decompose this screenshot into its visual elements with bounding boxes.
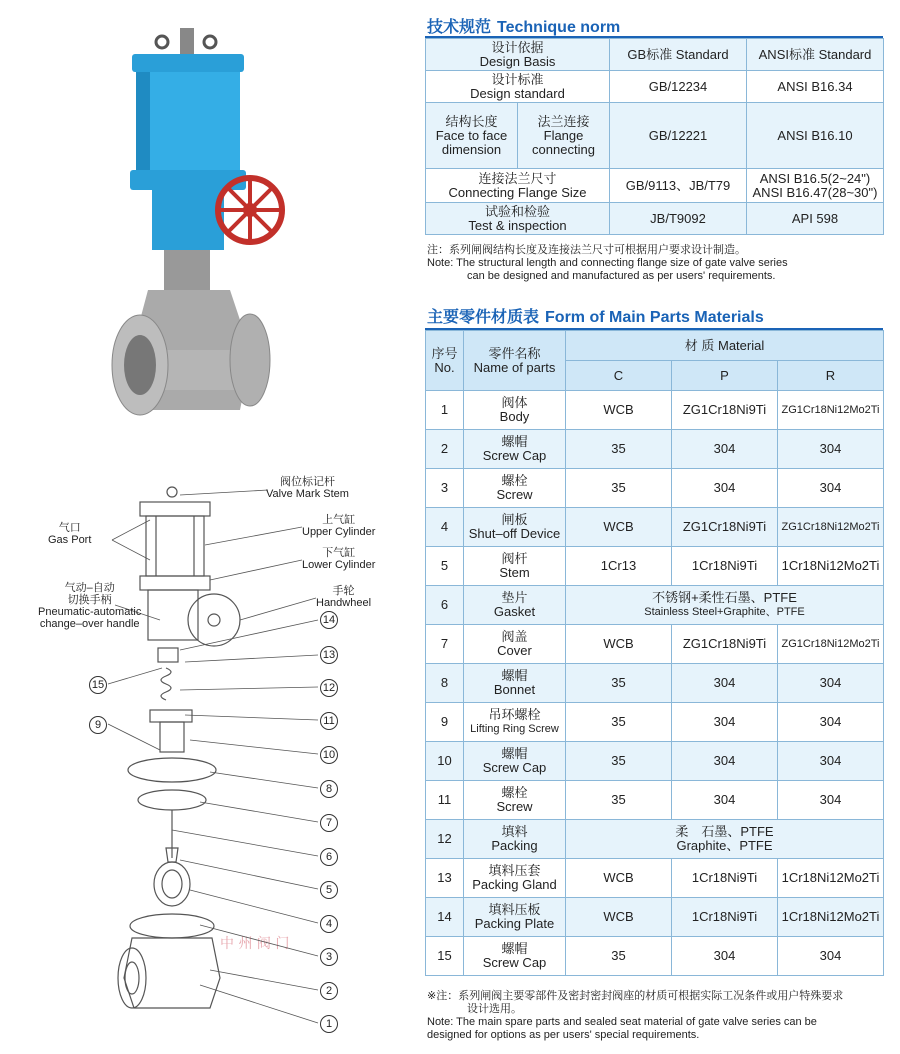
- callout-12: 12: [320, 679, 338, 697]
- row-material-merged: 柔 石墨、PTFE Graphite、PTFE: [566, 820, 884, 859]
- row-material-c: 35: [566, 742, 672, 781]
- row-material-r: ZG1Cr18Ni12Mo2Ti: [778, 508, 884, 547]
- row-part-name: 螺帽 Screw Cap: [464, 430, 566, 469]
- row-no: 13: [426, 859, 464, 898]
- row-no: 4: [426, 508, 464, 547]
- row-no: 14: [426, 898, 464, 937]
- row-no: 6: [426, 586, 464, 625]
- row-material-c: 35: [566, 781, 672, 820]
- td-flange-size: 连接法兰尺寸 Connecting Flange Size: [426, 169, 610, 203]
- td-flange-connecting: 法兰连接 Flange connecting: [518, 103, 610, 169]
- row-material-c: WCB: [566, 859, 672, 898]
- callout-6: 6: [320, 848, 338, 866]
- row-material-p: 304: [672, 742, 778, 781]
- row-no: 2: [426, 430, 464, 469]
- row-material-p: 304: [672, 937, 778, 976]
- row-part-name: 吊环螺栓 Lifting Ring Screw: [464, 703, 566, 742]
- row-part-name: 填料压套 Packing Gland: [464, 859, 566, 898]
- row-part-name: 阀体 Body: [464, 391, 566, 430]
- row-no: 3: [426, 469, 464, 508]
- callout-2: 2: [320, 982, 338, 1000]
- td-face-to-face: 结构长度 Face to face dimension: [426, 103, 518, 169]
- callout-8: 8: [320, 780, 338, 798]
- material-row: [426, 664, 884, 703]
- row-no: 7: [426, 625, 464, 664]
- row-material-c: WCB: [566, 508, 672, 547]
- row-no: 10: [426, 742, 464, 781]
- td-design-standard: 设计标准 Design standard: [426, 71, 610, 103]
- row-material-p: ZG1Cr18Ni9Ti: [672, 508, 778, 547]
- row-material-r: ZG1Cr18Ni12Mo2Ti: [778, 625, 884, 664]
- row-material-p: 304: [672, 703, 778, 742]
- material-row: [426, 781, 884, 820]
- row-part-name: 螺帽 Screw Cap: [464, 937, 566, 976]
- material-row: [426, 586, 884, 625]
- callout-5: 5: [320, 881, 338, 899]
- label-upper-cylinder: 上气缸 Upper Cylinder: [302, 514, 376, 538]
- row-material-p: 304: [672, 430, 778, 469]
- technique-note: 注：系列闸阀结构长度及连接法兰尺寸可根据用户要求设计制造。 Note: The structural length and connecting flange size of gate valve series can be designed and manufactured as per users' requirements.: [427, 244, 788, 282]
- callout-3: 3: [320, 948, 338, 966]
- th-design-basis: 设计依据 Design Basis: [426, 39, 610, 71]
- row-material-c: WCB: [566, 391, 672, 430]
- th-gb: GB标准 Standard: [610, 39, 747, 71]
- material-row: [426, 625, 884, 664]
- material-row: [426, 391, 884, 430]
- row-part-name: 螺栓 Screw: [464, 469, 566, 508]
- row-material-merged: 不锈钢+柔性石墨、PTFE Stainless Steel+Graphite、PTFE: [566, 586, 884, 625]
- material-row: [426, 547, 884, 586]
- row-material-r: 1Cr18Ni12Mo2Ti: [778, 859, 884, 898]
- row-material-p: 1Cr18Ni9Ti: [672, 898, 778, 937]
- materials-note: ※注：系列闸阀主要零部件及密封密封阀座的材质可根据实际工况条件或用户特殊要求 设计选用。 Note: The main spare parts and sealed seat material of gate valve series can be designed for options as per users' special requirements.: [427, 990, 844, 1041]
- td-gb-12234: GB/12234: [610, 71, 747, 103]
- row-material-p: 1Cr18Ni9Ti: [672, 547, 778, 586]
- callout-4: 4: [320, 915, 338, 933]
- callout-13: 13: [320, 646, 338, 664]
- row-material-p: ZG1Cr18Ni9Ti: [672, 625, 778, 664]
- row-material-r: 304: [778, 469, 884, 508]
- material-row: [426, 859, 884, 898]
- th-r: R: [778, 361, 884, 391]
- material-row: [426, 508, 884, 547]
- row-material-r: 304: [778, 703, 884, 742]
- row-material-c: WCB: [566, 898, 672, 937]
- row-no: 9: [426, 703, 464, 742]
- td-ansi-b165: ANSI B16.5(2~24") ANSI B16.47(28~30"): [747, 169, 884, 203]
- row-part-name: 闸板 Shut–off Device: [464, 508, 566, 547]
- row-material-r: 304: [778, 781, 884, 820]
- row-material-r: 304: [778, 937, 884, 976]
- row-material-p: 304: [672, 664, 778, 703]
- material-row: [426, 937, 884, 976]
- th-c: C: [566, 361, 672, 391]
- row-part-name: 螺帽 Screw Cap: [464, 742, 566, 781]
- callout-14: 14: [320, 611, 338, 629]
- callout-10: 10: [320, 746, 338, 764]
- label-gas-port: 气口 Gas Port: [48, 522, 92, 546]
- label-lower-cylinder: 下气缸 Lower Cylinder: [302, 547, 376, 571]
- row-material-p: ZG1Cr18Ni9Ti: [672, 391, 778, 430]
- callout-7: 7: [320, 814, 338, 832]
- callout-1: 1: [320, 1015, 338, 1033]
- td-gb-12221: GB/12221: [610, 103, 747, 169]
- row-material-c: 35: [566, 703, 672, 742]
- row-material-c: 35: [566, 937, 672, 976]
- row-material-r: 304: [778, 742, 884, 781]
- td-ansi-b1634: ANSI B16.34: [747, 71, 884, 103]
- td-api598: API 598: [747, 203, 884, 235]
- row-material-c: 35: [566, 469, 672, 508]
- label-handwheel: 手轮 Handwheel: [316, 585, 372, 609]
- material-row: [426, 430, 884, 469]
- materials-table: [425, 330, 884, 976]
- row-material-c: 35: [566, 664, 672, 703]
- callout-15: 15: [89, 676, 107, 694]
- label-pneumatic-handle: 气动–自动 切换手柄 Pneumatic-automatic change–over handle: [38, 582, 142, 630]
- row-part-name: 螺帽 Bonnet: [464, 664, 566, 703]
- td-ansi-b1610: ANSI B16.10: [747, 103, 884, 169]
- td-jbt9092: JB/T9092: [610, 203, 747, 235]
- row-part-name: 阀盖 Cover: [464, 625, 566, 664]
- label-valve-mark-stem: 阀位标记杆 Valve Mark Stem: [266, 476, 349, 500]
- watermark: 中 州 阀 门: [220, 936, 290, 952]
- row-no: 11: [426, 781, 464, 820]
- th-p: P: [672, 361, 778, 391]
- row-material-r: 304: [778, 664, 884, 703]
- material-row: [426, 742, 884, 781]
- row-material-r: 1Cr18Ni12Mo2Ti: [778, 547, 884, 586]
- row-part-name: 螺栓 Screw: [464, 781, 566, 820]
- td-test-inspection: 试验和检验 Test & inspection: [426, 203, 610, 235]
- material-row: [426, 469, 884, 508]
- callout-9: 9: [89, 716, 107, 734]
- row-material-p: 304: [672, 469, 778, 508]
- row-part-name: 填料压板 Packing Plate: [464, 898, 566, 937]
- spec-panel: [425, 0, 890, 1054]
- material-row: [426, 820, 884, 859]
- th-no: 序号 No.: [426, 331, 464, 391]
- row-material-r: 304: [778, 430, 884, 469]
- row-material-c: WCB: [566, 625, 672, 664]
- row-material-c: 1Cr13: [566, 547, 672, 586]
- th-name: 零件名称 Name of parts: [464, 331, 566, 391]
- row-part-name: 填料 Packing: [464, 820, 566, 859]
- th-material: 材 质 Material: [566, 331, 884, 361]
- row-part-name: 垫片 Gasket: [464, 586, 566, 625]
- row-no: 8: [426, 664, 464, 703]
- materials-title: 主要零件材质表 Form of Main Parts Materials: [427, 309, 764, 326]
- row-material-c: 35: [566, 430, 672, 469]
- material-row: [426, 898, 884, 937]
- row-material-p: 304: [672, 781, 778, 820]
- material-row: [426, 703, 884, 742]
- callout-11: 11: [320, 712, 338, 730]
- row-no: 5: [426, 547, 464, 586]
- row-no: 12: [426, 820, 464, 859]
- technique-title: 技术规范 Technique norm: [427, 19, 621, 36]
- td-gb-9113: GB/9113、JB/T79: [610, 169, 747, 203]
- row-part-name: 阀杆 Stem: [464, 547, 566, 586]
- th-ansi: ANSI标准 Standard: [747, 39, 884, 71]
- row-material-r: 1Cr18Ni12Mo2Ti: [778, 898, 884, 937]
- illustration-panel: [0, 0, 420, 1054]
- row-no: 15: [426, 937, 464, 976]
- technique-table: [425, 38, 884, 235]
- row-material-r: ZG1Cr18Ni12Mo2Ti: [778, 391, 884, 430]
- row-material-p: 1Cr18Ni9Ti: [672, 859, 778, 898]
- row-no: 1: [426, 391, 464, 430]
